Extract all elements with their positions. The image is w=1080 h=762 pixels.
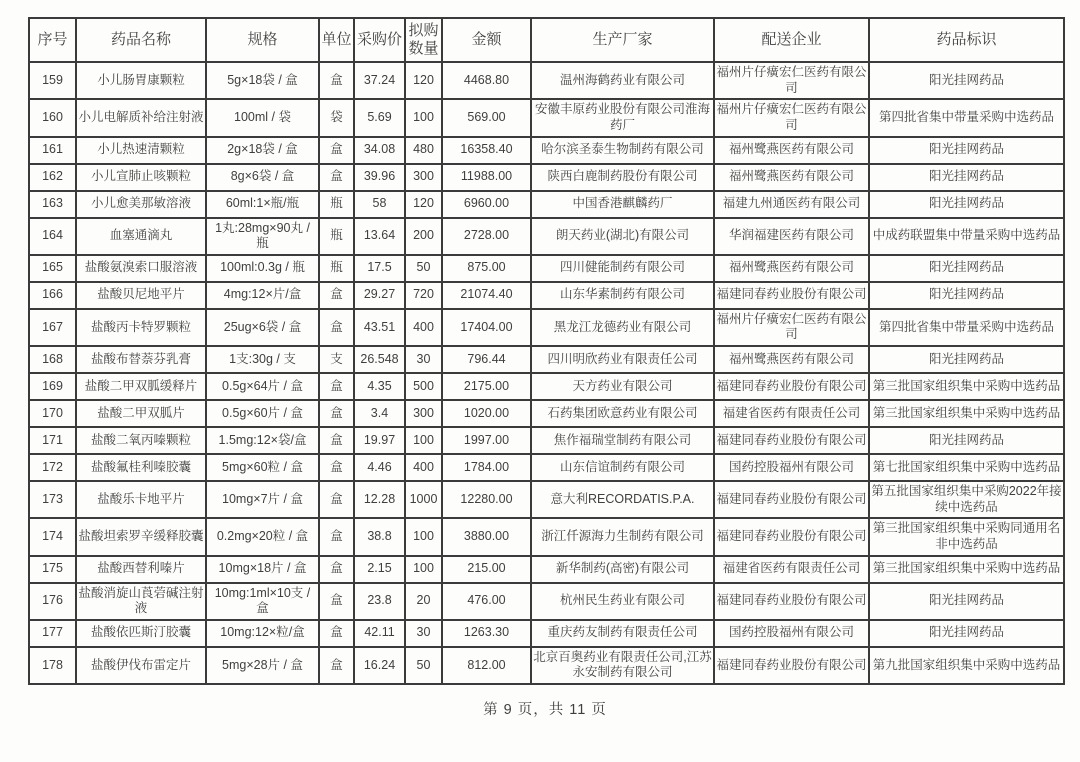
cell-no: 168 — [29, 346, 76, 373]
cell-spec: 8g×6袋 / 盒 — [206, 164, 319, 191]
table-row — [29, 427, 1064, 454]
cell-qty: 30 — [405, 346, 442, 373]
cell-price: 42.11 — [354, 620, 405, 647]
cell-name: 盐酸氨溴索口服溶液 — [76, 255, 206, 282]
cell-manufacturer: 黑龙江龙德药业有限公司 — [531, 309, 714, 346]
cell-distributor: 国药控股福州有限公司 — [714, 454, 869, 481]
cell-manufacturer: 四川健能制药有限公司 — [531, 255, 714, 282]
cell-distributor: 福建省医药有限责任公司 — [714, 400, 869, 427]
cell-qty: 500 — [405, 373, 442, 400]
cell-name: 盐酸西替利嗪片 — [76, 556, 206, 583]
cell-manufacturer: 石药集团欧意药业有限公司 — [531, 400, 714, 427]
cell-distributor: 福州鹭燕医药有限公司 — [714, 137, 869, 164]
cell-distributor: 福建九州通医药有限公司 — [714, 191, 869, 218]
cell-no: 159 — [29, 62, 76, 99]
column-header-distributor: 配送企业 — [714, 18, 869, 62]
cell-tag: 第三批国家组织集中采购中选药品 — [869, 556, 1064, 583]
cell-no: 169 — [29, 373, 76, 400]
cell-manufacturer: 四川明欣药业有限责任公司 — [531, 346, 714, 373]
table-row — [29, 346, 1064, 373]
cell-qty: 50 — [405, 647, 442, 684]
cell-amount: 1020.00 — [442, 400, 531, 427]
cell-amount: 21074.40 — [442, 282, 531, 309]
table-row — [29, 647, 1064, 684]
cell-tag: 第九批国家组织集中采购中选药品 — [869, 647, 1064, 684]
cell-qty: 200 — [405, 218, 442, 255]
column-header-price: 采购价 — [354, 18, 405, 62]
cell-amount: 17404.00 — [442, 309, 531, 346]
cell-tag: 阳光挂网药品 — [869, 346, 1064, 373]
cell-manufacturer: 陕西白鹿制药股份有限公司 — [531, 164, 714, 191]
cell-unit: 盒 — [319, 427, 354, 454]
cell-qty: 100 — [405, 518, 442, 555]
cell-amount: 1784.00 — [442, 454, 531, 481]
cell-unit: 盒 — [319, 518, 354, 555]
cell-manufacturer: 北京百奥药业有限责任公司,江苏永安制药有限公司 — [531, 647, 714, 684]
cell-no: 166 — [29, 282, 76, 309]
cell-spec: 10mg×7片 / 盒 — [206, 481, 319, 518]
cell-distributor: 福建同春药业股份有限公司 — [714, 282, 869, 309]
cell-qty: 400 — [405, 309, 442, 346]
cell-price: 3.4 — [354, 400, 405, 427]
cell-spec: 10mg×18片 / 盒 — [206, 556, 319, 583]
cell-qty: 400 — [405, 454, 442, 481]
cell-spec: 0.2mg×20粒 / 盒 — [206, 518, 319, 555]
cell-spec: 5g×18袋 / 盒 — [206, 62, 319, 99]
cell-unit: 支 — [319, 346, 354, 373]
cell-manufacturer: 哈尔滨圣泰生物制药有限公司 — [531, 137, 714, 164]
column-header-amount: 金额 — [442, 18, 531, 62]
cell-amount: 11988.00 — [442, 164, 531, 191]
table-row — [29, 164, 1064, 191]
cell-tag: 阳光挂网药品 — [869, 191, 1064, 218]
cell-no: 170 — [29, 400, 76, 427]
cell-manufacturer: 重庆药友制药有限责任公司 — [531, 620, 714, 647]
cell-price: 37.24 — [354, 62, 405, 99]
cell-price: 26.548 — [354, 346, 405, 373]
cell-distributor: 福建省医药有限责任公司 — [714, 556, 869, 583]
cell-no: 161 — [29, 137, 76, 164]
table-row — [29, 62, 1064, 99]
cell-manufacturer: 温州海鹤药业有限公司 — [531, 62, 714, 99]
header-row — [29, 18, 1064, 62]
cell-price: 2.15 — [354, 556, 405, 583]
cell-tag: 阳光挂网药品 — [869, 164, 1064, 191]
cell-name: 盐酸伊伐布雷定片 — [76, 647, 206, 684]
cell-spec: 0.5g×60片 / 盒 — [206, 400, 319, 427]
cell-distributor: 福州片仔癀宏仁医药有限公司 — [714, 99, 869, 136]
cell-amount: 476.00 — [442, 583, 531, 620]
cell-manufacturer: 中国香港麒麟药厂 — [531, 191, 714, 218]
cell-name: 盐酸布替萘芬乳膏 — [76, 346, 206, 373]
cell-manufacturer: 天方药业有限公司 — [531, 373, 714, 400]
cell-spec: 10mg:12×粒/盒 — [206, 620, 319, 647]
cell-tag: 第七批国家组织集中采购中选药品 — [869, 454, 1064, 481]
page-indicator: 第 9 页，共 11 页 — [483, 702, 607, 718]
cell-unit: 盒 — [319, 373, 354, 400]
cell-name: 盐酸消旋山莨菪碱注射液 — [76, 583, 206, 620]
table-row — [29, 518, 1064, 555]
cell-price: 4.46 — [354, 454, 405, 481]
table-row — [29, 282, 1064, 309]
column-header-name: 药品名称 — [76, 18, 206, 62]
table-row — [29, 481, 1064, 518]
cell-qty: 120 — [405, 62, 442, 99]
cell-tag: 第三批国家组织集中采购同通用名非中选药品 — [869, 518, 1064, 555]
cell-price: 4.35 — [354, 373, 405, 400]
cell-amount: 6960.00 — [442, 191, 531, 218]
cell-distributor: 福建同春药业股份有限公司 — [714, 518, 869, 555]
cell-name: 盐酸贝尼地平片 — [76, 282, 206, 309]
cell-qty: 720 — [405, 282, 442, 309]
table-row — [29, 99, 1064, 136]
cell-amount: 2175.00 — [442, 373, 531, 400]
cell-no: 175 — [29, 556, 76, 583]
cell-tag: 阳光挂网药品 — [869, 255, 1064, 282]
cell-qty: 1000 — [405, 481, 442, 518]
cell-qty: 100 — [405, 99, 442, 136]
cell-manufacturer: 意大利RECORDATIS.P.A. — [531, 481, 714, 518]
cell-price: 19.97 — [354, 427, 405, 454]
table-row — [29, 309, 1064, 346]
cell-unit: 盒 — [319, 454, 354, 481]
cell-amount: 1997.00 — [442, 427, 531, 454]
cell-manufacturer: 山东华素制药有限公司 — [531, 282, 714, 309]
column-header-tag: 药品标识 — [869, 18, 1064, 62]
cell-unit: 盒 — [319, 647, 354, 684]
cell-spec: 100ml:0.3g / 瓶 — [206, 255, 319, 282]
cell-distributor: 福州片仔癀宏仁医药有限公司 — [714, 309, 869, 346]
cell-amount: 1263.30 — [442, 620, 531, 647]
cell-name: 小儿愈美那敏溶液 — [76, 191, 206, 218]
cell-spec: 10mg:1ml×10支 / 盒 — [206, 583, 319, 620]
cell-spec: 1支:30g / 支 — [206, 346, 319, 373]
cell-price: 39.96 — [354, 164, 405, 191]
cell-distributor: 华润福建医药有限公司 — [714, 218, 869, 255]
cell-unit: 盒 — [319, 62, 354, 99]
cell-spec: 5mg×28片 / 盒 — [206, 647, 319, 684]
cell-no: 163 — [29, 191, 76, 218]
cell-amount: 3880.00 — [442, 518, 531, 555]
cell-tag: 第四批省集中带量采购中选药品 — [869, 309, 1064, 346]
cell-amount: 215.00 — [442, 556, 531, 583]
drug-procurement-table — [28, 17, 1065, 685]
cell-tag: 中成药联盟集中带量采购中选药品 — [869, 218, 1064, 255]
cell-no: 167 — [29, 309, 76, 346]
cell-qty: 100 — [405, 556, 442, 583]
cell-price: 5.69 — [354, 99, 405, 136]
cell-unit: 盒 — [319, 309, 354, 346]
cell-spec: 2g×18袋 / 盒 — [206, 137, 319, 164]
cell-unit: 盒 — [319, 400, 354, 427]
cell-distributor: 福建同春药业股份有限公司 — [714, 427, 869, 454]
cell-price: 17.5 — [354, 255, 405, 282]
table-row — [29, 556, 1064, 583]
cell-price: 29.27 — [354, 282, 405, 309]
cell-spec: 25ug×6袋 / 盒 — [206, 309, 319, 346]
cell-tag: 第三批国家组织集中采购中选药品 — [869, 400, 1064, 427]
column-header-manufacturer: 生产厂家 — [531, 18, 714, 62]
cell-distributor: 国药控股福州有限公司 — [714, 620, 869, 647]
cell-tag: 阳光挂网药品 — [869, 583, 1064, 620]
cell-unit: 袋 — [319, 99, 354, 136]
cell-no: 174 — [29, 518, 76, 555]
cell-price: 13.64 — [354, 218, 405, 255]
cell-spec: 5mg×60粒 / 盒 — [206, 454, 319, 481]
cell-no: 171 — [29, 427, 76, 454]
table-row — [29, 191, 1064, 218]
cell-no: 162 — [29, 164, 76, 191]
cell-tag: 阳光挂网药品 — [869, 427, 1064, 454]
cell-name: 盐酸二甲双胍缓释片 — [76, 373, 206, 400]
cell-tag: 阳光挂网药品 — [869, 137, 1064, 164]
cell-name: 盐酸氟桂利嗪胶囊 — [76, 454, 206, 481]
cell-manufacturer: 浙江仟源海力生制药有限公司 — [531, 518, 714, 555]
cell-spec: 1.5mg:12×袋/盒 — [206, 427, 319, 454]
cell-price: 23.8 — [354, 583, 405, 620]
cell-price: 16.24 — [354, 647, 405, 684]
cell-qty: 50 — [405, 255, 442, 282]
cell-manufacturer: 焦作福瑞堂制药有限公司 — [531, 427, 714, 454]
cell-qty: 120 — [405, 191, 442, 218]
cell-no: 172 — [29, 454, 76, 481]
cell-distributor: 福建同春药业股份有限公司 — [714, 373, 869, 400]
column-header-spec: 规格 — [206, 18, 319, 62]
table-row — [29, 400, 1064, 427]
cell-qty: 30 — [405, 620, 442, 647]
cell-spec: 60ml:1×瓶/瓶 — [206, 191, 319, 218]
cell-amount: 12280.00 — [442, 481, 531, 518]
cell-unit: 瓶 — [319, 191, 354, 218]
cell-distributor: 福州鹭燕医药有限公司 — [714, 346, 869, 373]
cell-unit: 盒 — [319, 556, 354, 583]
cell-name: 盐酸二氧丙嗪颗粒 — [76, 427, 206, 454]
cell-qty: 20 — [405, 583, 442, 620]
table-row — [29, 218, 1064, 255]
cell-amount: 16358.40 — [442, 137, 531, 164]
table-row — [29, 255, 1064, 282]
cell-no: 177 — [29, 620, 76, 647]
cell-amount: 4468.80 — [442, 62, 531, 99]
table-row — [29, 454, 1064, 481]
cell-name: 血塞通滴丸 — [76, 218, 206, 255]
cell-amount: 796.44 — [442, 346, 531, 373]
column-header-unit: 单位 — [319, 18, 354, 62]
table-row — [29, 583, 1064, 620]
cell-name: 盐酸丙卡特罗颗粒 — [76, 309, 206, 346]
cell-tag: 阳光挂网药品 — [869, 62, 1064, 99]
cell-name: 盐酸依匹斯汀胶囊 — [76, 620, 206, 647]
cell-tag: 第四批省集中带量采购中选药品 — [869, 99, 1064, 136]
cell-price: 58 — [354, 191, 405, 218]
cell-tag: 第三批国家组织集中采购中选药品 — [869, 373, 1064, 400]
cell-manufacturer: 山东信谊制药有限公司 — [531, 454, 714, 481]
cell-spec: 0.5g×64片 / 盒 — [206, 373, 319, 400]
cell-distributor: 福州鹭燕医药有限公司 — [714, 164, 869, 191]
cell-price: 38.8 — [354, 518, 405, 555]
cell-qty: 100 — [405, 427, 442, 454]
cell-distributor: 福州片仔癀宏仁医药有限公司 — [714, 62, 869, 99]
cell-name: 小儿宣肺止咳颗粒 — [76, 164, 206, 191]
cell-no: 164 — [29, 218, 76, 255]
cell-manufacturer: 朗天药业(湖北)有限公司 — [531, 218, 714, 255]
cell-tag: 第五批国家组织集中采购2022年接续中选药品 — [869, 481, 1064, 518]
cell-manufacturer: 新华制药(高密)有限公司 — [531, 556, 714, 583]
cell-unit: 盒 — [319, 137, 354, 164]
cell-manufacturer: 杭州民生药业有限公司 — [531, 583, 714, 620]
table-body — [29, 62, 1064, 684]
table-row — [29, 373, 1064, 400]
cell-unit: 盒 — [319, 481, 354, 518]
table-row — [29, 620, 1064, 647]
cell-price: 43.51 — [354, 309, 405, 346]
cell-no: 176 — [29, 583, 76, 620]
cell-tag: 阳光挂网药品 — [869, 620, 1064, 647]
cell-qty: 300 — [405, 164, 442, 191]
cell-qty: 300 — [405, 400, 442, 427]
cell-spec: 4mg:12×片/盒 — [206, 282, 319, 309]
column-header-qty: 拟购数量 — [405, 18, 442, 62]
cell-unit: 盒 — [319, 282, 354, 309]
cell-price: 34.08 — [354, 137, 405, 164]
cell-no: 160 — [29, 99, 76, 136]
cell-price: 12.28 — [354, 481, 405, 518]
cell-amount: 569.00 — [442, 99, 531, 136]
cell-no: 165 — [29, 255, 76, 282]
cell-amount: 2728.00 — [442, 218, 531, 255]
cell-distributor: 福建同春药业股份有限公司 — [714, 481, 869, 518]
cell-distributor: 福建同春药业股份有限公司 — [714, 647, 869, 684]
cell-manufacturer: 安徽丰原药业股份有限公司淮海药厂 — [531, 99, 714, 136]
cell-amount: 875.00 — [442, 255, 531, 282]
cell-qty: 480 — [405, 137, 442, 164]
cell-amount: 812.00 — [442, 647, 531, 684]
column-header-no: 序号 — [29, 18, 76, 62]
cell-distributor: 福州鹭燕医药有限公司 — [714, 255, 869, 282]
cell-no: 178 — [29, 647, 76, 684]
cell-spec: 100ml / 袋 — [206, 99, 319, 136]
cell-unit: 盒 — [319, 164, 354, 191]
cell-unit: 瓶 — [319, 218, 354, 255]
cell-name: 盐酸乐卡地平片 — [76, 481, 206, 518]
cell-spec: 1丸:28mg×90丸 / 瓶 — [206, 218, 319, 255]
cell-tag: 阳光挂网药品 — [869, 282, 1064, 309]
cell-name: 小儿电解质补给注射液 — [76, 99, 206, 136]
cell-unit: 盒 — [319, 620, 354, 647]
cell-name: 盐酸坦索罗辛缓释胶囊 — [76, 518, 206, 555]
cell-name: 小儿肠胃康颗粒 — [76, 62, 206, 99]
cell-unit: 盒 — [319, 583, 354, 620]
cell-name: 小儿热速清颗粒 — [76, 137, 206, 164]
table-row — [29, 137, 1064, 164]
cell-distributor: 福建同春药业股份有限公司 — [714, 583, 869, 620]
cell-unit: 瓶 — [319, 255, 354, 282]
cell-no: 173 — [29, 481, 76, 518]
cell-name: 盐酸二甲双胍片 — [76, 400, 206, 427]
